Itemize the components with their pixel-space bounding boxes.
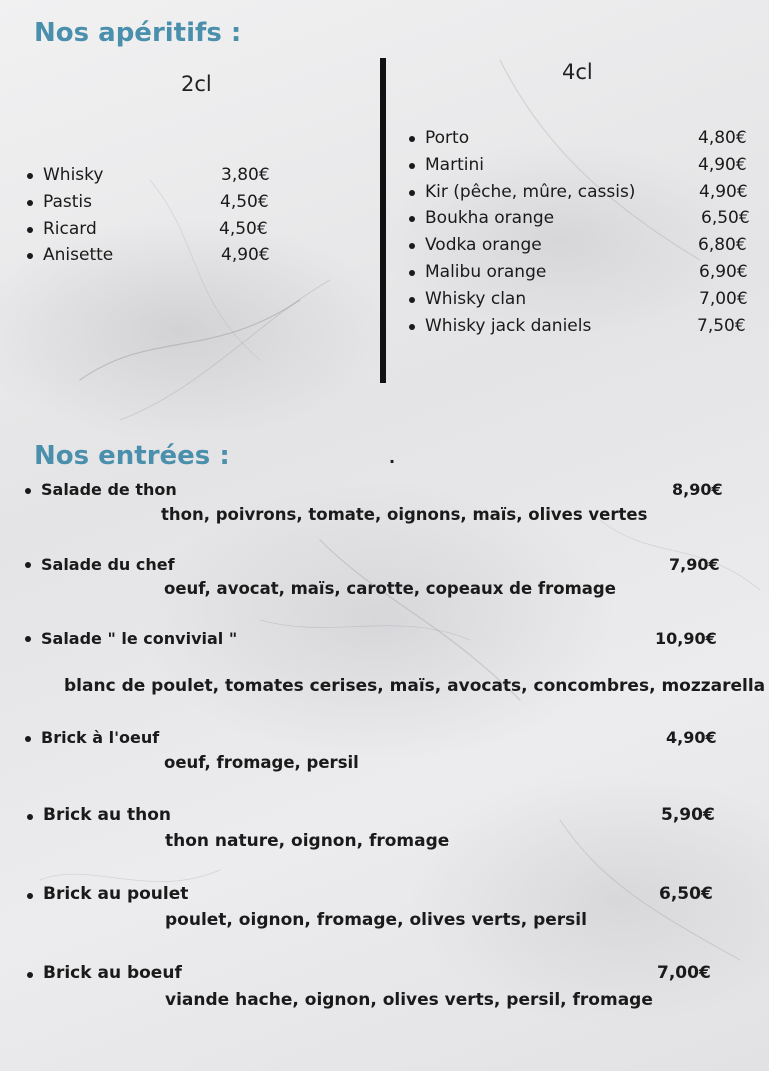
dish-name: Brick au thon bbox=[43, 805, 171, 825]
drink-price: 4,90€ bbox=[699, 181, 748, 202]
dish-price: 4,90€ bbox=[666, 728, 717, 747]
dish-description: oeuf, avocat, maïs, carotte, copeaux de fromage bbox=[164, 579, 616, 598]
drink-name: Whisky bbox=[43, 165, 104, 185]
list-item bbox=[425, 205, 755, 232]
bullet-icon bbox=[25, 488, 31, 494]
drink-price: 6,90€ bbox=[699, 261, 748, 282]
drink-price: 4,90€ bbox=[698, 154, 747, 175]
column-divider bbox=[380, 58, 386, 383]
list-item bbox=[43, 242, 273, 269]
drink-price: 6,80€ bbox=[698, 235, 747, 256]
list-item bbox=[425, 125, 755, 152]
entrees-heading: Nos entrées : bbox=[34, 441, 230, 471]
dish-price: 10,90€ bbox=[655, 629, 717, 648]
list-item bbox=[425, 313, 755, 340]
list-item bbox=[425, 259, 755, 286]
list-item bbox=[425, 286, 755, 313]
drink-name: Porto bbox=[425, 128, 470, 148]
dish-description: oeuf, fromage, persil bbox=[164, 753, 359, 772]
drink-name: Boukha orange bbox=[425, 208, 555, 229]
aperitifs-heading: Nos apéritifs : bbox=[34, 18, 242, 48]
dish-description: blanc de poulet, tomates cerises, maïs, avocats, concombres, mozzarella bbox=[64, 676, 766, 696]
stray-dot: . bbox=[389, 448, 396, 467]
column-header-4cl: 4cl bbox=[562, 60, 593, 84]
dish-price: 7,90€ bbox=[669, 555, 720, 574]
dish-name: Salade " le convivial " bbox=[41, 629, 238, 648]
dish-name: Salade de thon bbox=[41, 480, 177, 499]
drink-price: 6,50€ bbox=[701, 208, 750, 229]
dish-name: Brick à l'oeuf bbox=[41, 728, 160, 747]
drink-name: Malibu orange bbox=[425, 261, 547, 282]
list-item bbox=[425, 179, 755, 206]
bullet-icon bbox=[25, 562, 31, 568]
bullet-icon bbox=[25, 636, 31, 642]
bullet-icon bbox=[27, 972, 33, 978]
dish-name: Brick au poulet bbox=[43, 884, 189, 904]
dish-description: thon, poivrons, tomate, oignons, maïs, olives vertes bbox=[161, 505, 648, 524]
dish-price: 6,50€ bbox=[659, 884, 713, 904]
drink-price: 4,80€ bbox=[698, 128, 747, 148]
dish-price: 8,90€ bbox=[672, 480, 723, 499]
drink-price: 4,90€ bbox=[221, 245, 270, 266]
drink-name: Anisette bbox=[43, 245, 114, 266]
aperitif-list-2cl bbox=[43, 162, 273, 269]
dish-price: 7,00€ bbox=[657, 963, 711, 983]
dish-name: Salade du chef bbox=[41, 555, 175, 574]
dish-price: 5,90€ bbox=[661, 805, 715, 825]
drink-price: 7,00€ bbox=[699, 288, 748, 309]
bullet-icon bbox=[25, 736, 31, 742]
list-item bbox=[43, 216, 273, 243]
dish-description: poulet, oignon, fromage, olives verts, persil bbox=[165, 910, 587, 930]
list-item bbox=[43, 189, 273, 216]
drink-name: Kir (pêche, mûre, cassis) bbox=[425, 181, 636, 202]
column-header-2cl: 2cl bbox=[181, 72, 212, 96]
bullet-icon bbox=[27, 893, 33, 899]
dish-description: viande hache, oignon, olives verts, persil, fromage bbox=[165, 990, 653, 1010]
list-item bbox=[425, 232, 755, 259]
dish-description: thon nature, oignon, fromage bbox=[165, 831, 450, 851]
bullet-icon bbox=[27, 814, 33, 820]
list-item bbox=[43, 162, 273, 189]
dish-name: Brick au boeuf bbox=[43, 963, 182, 983]
drink-name: Whisky jack daniels bbox=[425, 315, 592, 336]
drink-price: 4,50€ bbox=[219, 218, 268, 239]
drink-price: 7,50€ bbox=[697, 315, 746, 336]
drink-price: 3,80€ bbox=[221, 165, 270, 185]
list-item bbox=[425, 152, 755, 179]
drink-name: Pastis bbox=[43, 191, 93, 212]
drink-name: Martini bbox=[425, 154, 484, 175]
drink-name: Whisky clan bbox=[425, 288, 527, 309]
drink-name: Ricard bbox=[43, 218, 97, 239]
aperitif-list-4cl bbox=[425, 125, 755, 339]
drink-price: 4,50€ bbox=[220, 191, 269, 212]
drink-name: Vodka orange bbox=[425, 235, 542, 256]
